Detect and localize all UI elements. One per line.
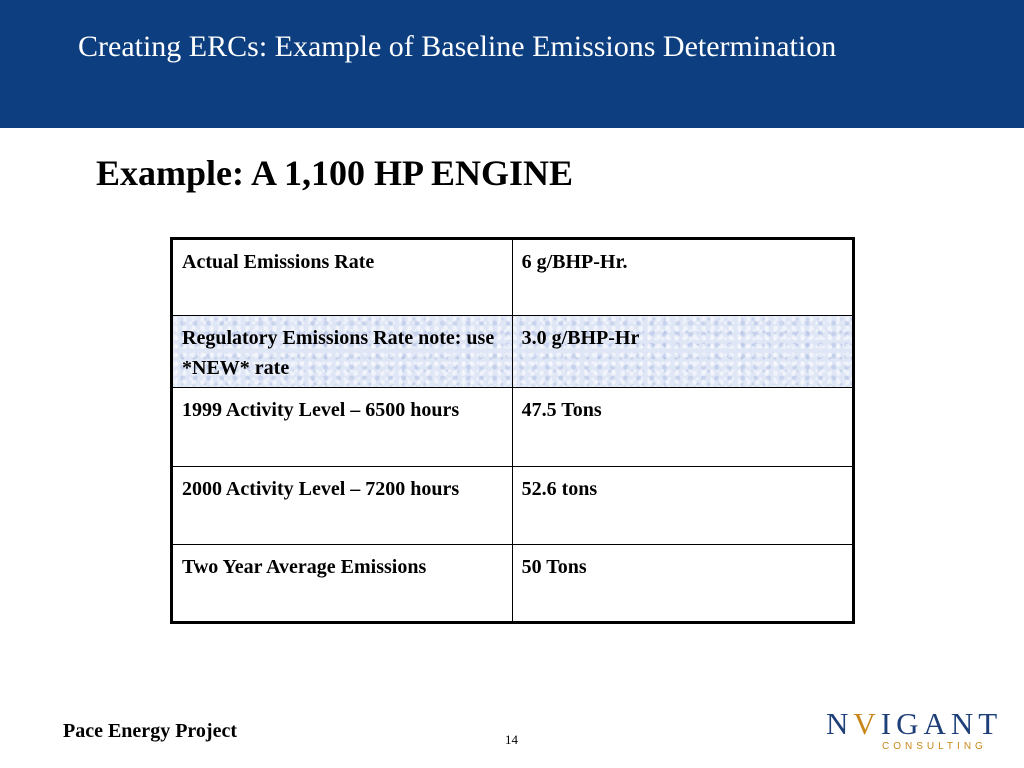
table-cell-label: Regulatory Emissions Rate note: use *NEW* rate [172, 316, 513, 388]
slide-title: Creating ERCs: Example of Baseline Emissions Determination [78, 30, 837, 63]
slide-subtitle: Example: A 1,100 HP ENGINE [96, 153, 574, 193]
footer-project-name: Pace Energy Project [63, 720, 237, 742]
table-row [172, 467, 854, 545]
logo-wordmark [826, 706, 1002, 742]
table-cell-label: Actual Emissions Rate [172, 239, 513, 316]
table-row [172, 239, 854, 316]
table-cell-value: 50 Tons [512, 545, 853, 623]
logo-letter-n: N [826, 706, 854, 741]
navigant-logo [826, 706, 1006, 756]
table-cell-label: 2000 Activity Level – 7200 hours [172, 467, 513, 545]
table-cell-label: 1999 Activity Level – 6500 hours [172, 388, 513, 467]
logo-letters-rest: IGANT [880, 706, 1003, 741]
table-row [172, 545, 854, 623]
table-row [172, 316, 854, 388]
table-row [172, 388, 854, 467]
logo-subtitle: CONSULTING [882, 741, 987, 752]
table-cell-value: 6 g/BHP-Hr. [512, 239, 853, 316]
table-cell-value: 3.0 g/BHP-Hr [512, 316, 853, 388]
table-cell-value: 47.5 Tons [512, 388, 853, 467]
logo-chevron-icon: V [853, 706, 881, 741]
header-bar [0, 0, 1024, 128]
table-cell-value: 52.6 tons [512, 467, 853, 545]
page-number: 14 [505, 732, 518, 747]
emissions-table [170, 237, 855, 624]
table-cell-label: Two Year Average Emissions [172, 545, 513, 623]
